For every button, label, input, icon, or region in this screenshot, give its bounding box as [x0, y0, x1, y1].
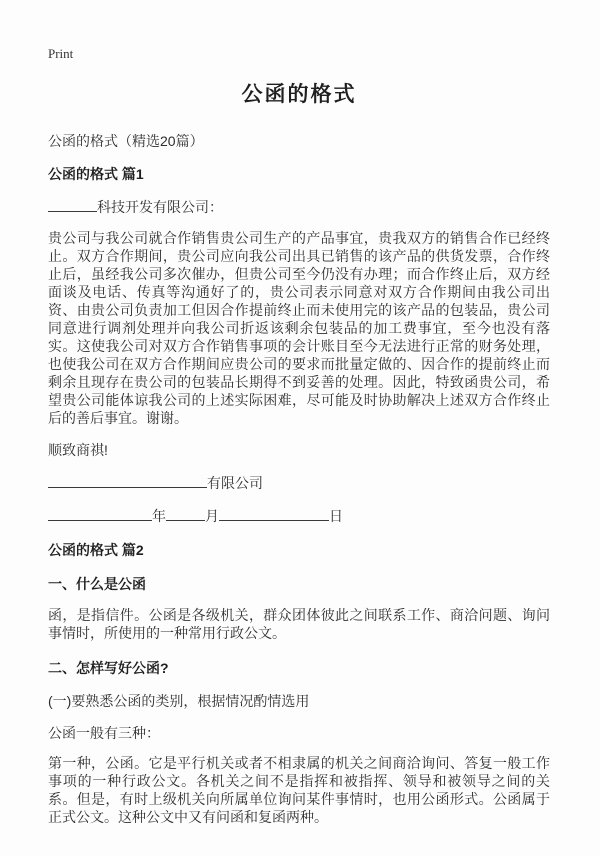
article1-salutation: [48, 197, 550, 217]
blank-month: [166, 506, 205, 521]
signature-line: [48, 473, 550, 493]
blank-year: [48, 506, 152, 521]
day-label: 日: [329, 508, 343, 524]
blank-company-name: [48, 197, 97, 212]
article2-section2-para1: 第一种，公函。它是平行机关或者不相隶属的机关之间商洽询问、答复一般工作事项的一种行政公文。各机关之间不是指挥和被指挥、领导和被领导之间的关系。但是，有时上级机关向所属单位询问某件事情时，也用公函形式。公函属于正式公文。这种公文中又有问函和复函两种。: [48, 755, 550, 825]
signature-suffix: 有限公司: [207, 475, 263, 491]
article2-section2-heading: 二、怎样写好公函?: [48, 660, 169, 676]
article2-section2-item1: (一)要熟悉公函的类别，根据情况酌情选用: [48, 693, 310, 709]
subtitle: 公函的格式（精选20篇）: [48, 133, 204, 149]
blank-signature-company: [48, 473, 207, 488]
month-label: 月: [205, 508, 219, 524]
page-title: 公函的格式: [241, 83, 357, 106]
year-label: 年: [152, 508, 166, 524]
article1-closing: 顺致商祺!: [48, 442, 108, 458]
article2-section1-body: 函，是指信件。公函是各级机关，群众团体彼此之间联系工作、商洽问题、询问事情时，所使用的一种常用行政公文。: [48, 607, 550, 641]
article2-section1-heading: 一、什么是公函: [48, 576, 146, 592]
blank-day: [219, 506, 329, 521]
article1-heading: 公函的格式 篇1: [48, 166, 144, 182]
print-link[interactable]: Print: [48, 46, 74, 61]
article2-heading: 公函的格式 篇2: [48, 542, 144, 558]
article2-section2-lead: 公函一般有三种：: [48, 725, 160, 741]
article1-body: 贵公司与我公司就合作销售贵公司生产的产品事宜，贵我双方的销售合作已经终止。双方合作期间，贵公司应向我公司出具已销售的该产品的供货发票，合作终止后，虽经我公司多次催办，但贵公司至今仍没有办理；而合作终止后，双方经面谈及电话、传真等沟通好了的，贵公司表示同意对双方合作期间由我公司出资、由贵公司负责加工但因合作提前终止而未使用完的该产品的包装品，贵公司同意进行调剂处理并向我公司折返该剩余包装品的加工费事宜，至今也没有落实。这使我公司对双方合作销售事项的会计账目至今无法进行正常的财务处理，也使我公司在双方合作期间应贵公司的要求而批量定做的、因合作的提前终止而剩余且现存在贵公司的包装品长期得不到妥善的处理。因此，特致函贵公司，希望贵公司能体谅我公司的上述实际困难，尽可能及时协助解决上述双方合作终止后的善后事宜。谢谢。: [48, 230, 550, 426]
salutation-text: 科技开发有限公司：: [97, 199, 223, 215]
date-line: [48, 506, 550, 526]
